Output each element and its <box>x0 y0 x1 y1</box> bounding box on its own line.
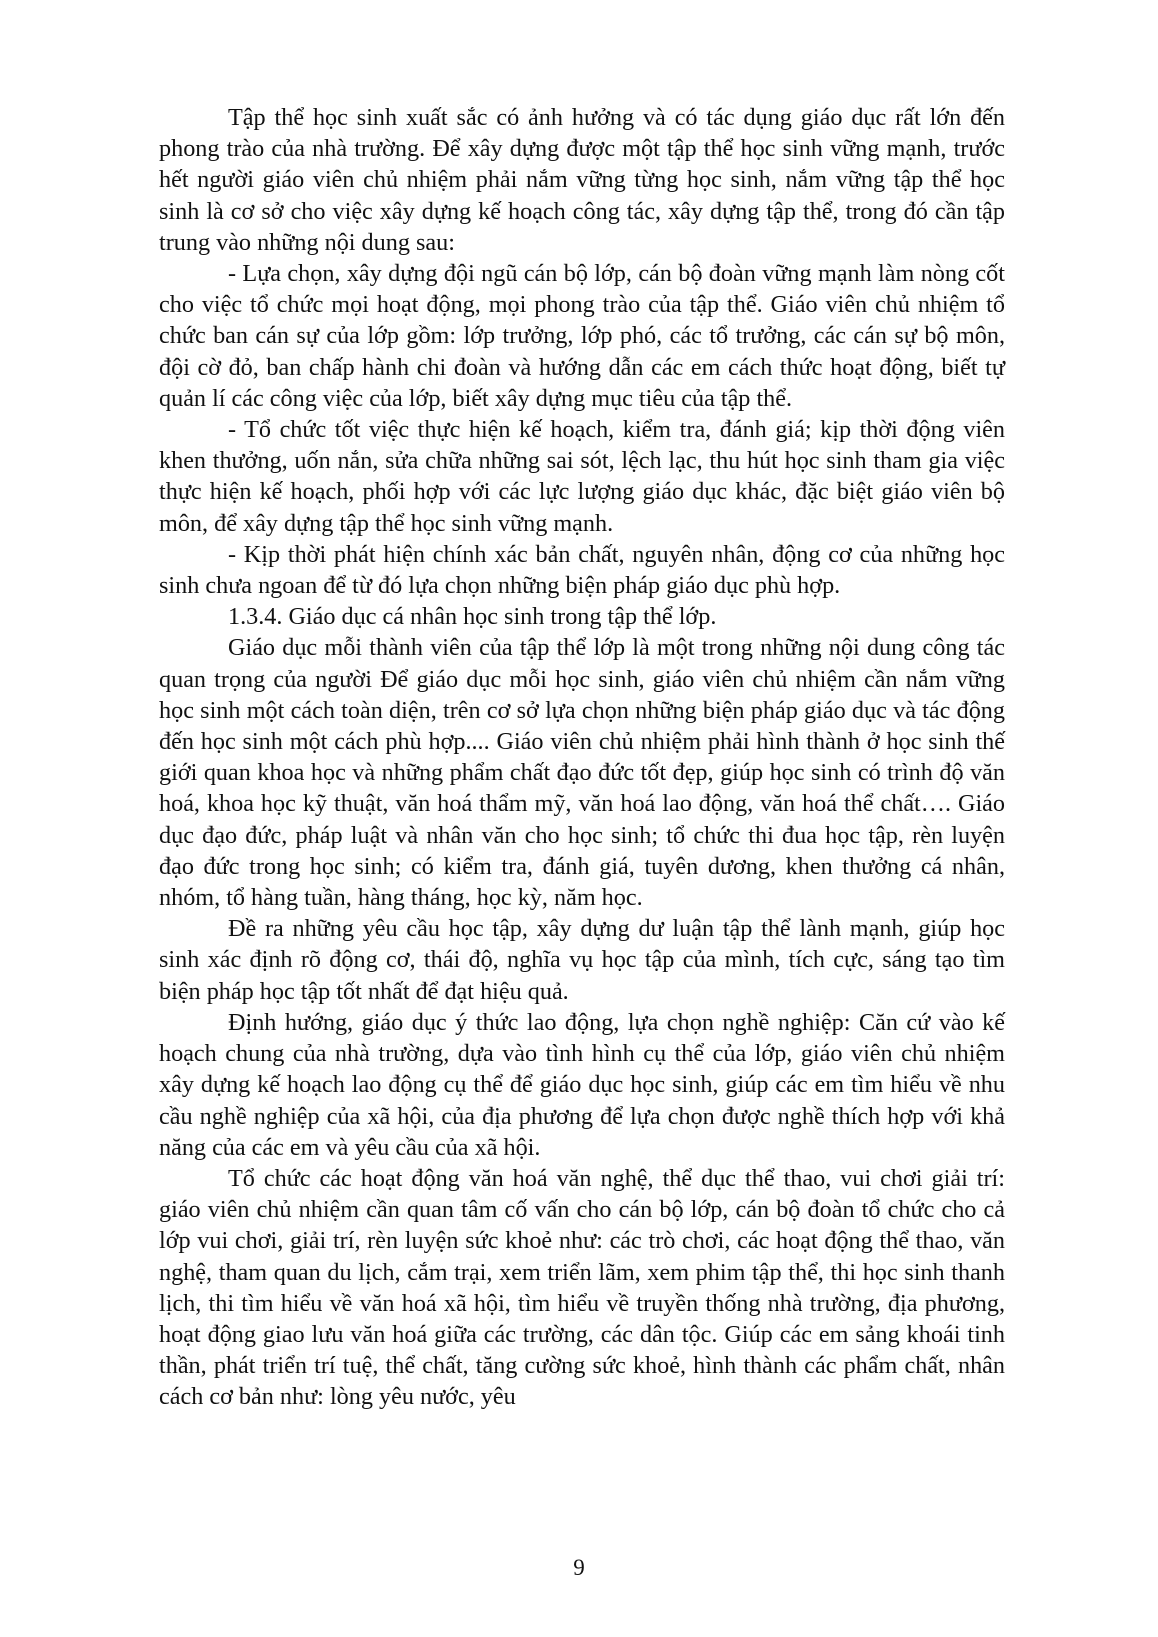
paragraph-individual-education: Giáo dục mỗi thành viên của tập thể lớp là một trong những nội dung công tác quan trọng của người Để giáo dục mỗi học sinh, giáo viên chủ nhiệm cần nắm vững học sinh một cách toàn diện, trên cơ sở lựa chọn những biện pháp giáo dục và tác động đến học sinh một cách phù hợp.... Giáo viên chủ nhiệm phải hình thành ở học sinh thế giới quan khoa học và những phẩm chất đạo đức tốt đẹp, giúp học sinh có trình độ văn hoá, khoa học kỹ thuật, văn hoá thẩm mỹ, văn hoá lao động, văn hoá thể chất…. Giáo dục đạo đức, pháp luật và nhân văn cho học sinh; tổ chức thi đua học tập, rèn luyện đạo đức trong học sinh; có kiểm tra, đánh giá, tuyên dương, khen thưởng cá nhân, nhóm, tổ hàng tuần, hàng tháng, học kỳ, năm học. <box>159 634 1005 912</box>
paragraph-detect-causes: - Kịp thời phát hiện chính xác bản chất, nguyên nhân, động cơ của những học sinh chưa ngoan để từ đó lựa chọn những biện pháp giáo dục phù hợp. <box>159 540 1005 600</box>
paragraph-career-orientation: Định hướng, giáo dục ý thức lao động, lựa chọn nghề nghiệp: Căn cứ vào kế hoạch chung của nhà trường, dựa vào tình hình cụ thể của lớp, giáo viên chủ nhiệm xây dựng kế hoạch lao động cụ thể để giáo dục học sinh, giúp các em tìm hiểu về nhu cầu nghề nghiệp của xã hội, của địa phương để lựa chọn được nghề thích hợp với khả năng của các em và yêu cầu của xã hội. <box>159 1008 1005 1161</box>
section-heading-1-3-4: 1.3.4. Giáo dục cá nhân học sinh trong tập thể lớp. <box>228 603 717 631</box>
page-number: 9 <box>573 1555 585 1580</box>
paragraph-cultural-activities: Tổ chức các hoạt động văn hoá văn nghệ, thể dục thể thao, vui chơi giải trí: giáo viên chủ nhiệm cần quan tâm cố vấn cho cán bộ lớp, cán bộ đoàn tổ chức cho cả lớp vui chơi, giải trí, rèn luyện sức khoẻ như: các trò chơi, các hoạt động thể thao, văn nghệ, tham quan du lịch, cắm trại, xem triển lãm, xem phim tập thể, thi học sinh thanh lịch, thi tìm hiểu về văn hoá xã hội, tìm hiểu về truyền thống nhà trường, địa phương, hoạt động giao lưu văn hoá giữa các trường, các dân tộc. Giúp các em sảng khoái tinh thần, phát triển trí tuệ, thể chất, tăng cường sức khoẻ, hình thành các phẩm chất, nhân cách cơ bản như: lòng yêu nước, yêu <box>159 1164 1005 1411</box>
document-body <box>159 102 1005 1413</box>
paragraph-collective-intro: Tập thể học sinh xuất sắc có ảnh hưởng và có tác dụng giáo dục rất lớn đến phong trào của nhà trường. Để xây dựng được một tập thể học sinh vững mạnh, trước hết người giáo viên chủ nhiệm phải nắm vững từng học sinh, nắm vững tập thể học sinh là cơ sở cho việc xây dựng kế hoạch công tác, xây dựng tập thể, trong đó cần tập trung vào những nội dung sau: <box>159 104 1005 256</box>
paragraph-plan-execution: - Tổ chức tốt việc thực hiện kế hoạch, kiểm tra, đánh giá; kịp thời động viên khen thưởng, uốn nắn, sửa chữa những sai sót, lệch lạc, thu hút học sinh tham gia việc thực hiện kế hoạch, phối hợp với các lực lượng giáo dục khác, đặc biệt giáo viên bộ môn, để xây dựng tập thể học sinh vững mạnh. <box>159 416 1005 537</box>
paragraph-class-leaders: - Lựa chọn, xây dựng đội ngũ cán bộ lớp, cán bộ đoàn vững mạnh làm nòng cốt cho việc tổ chức mọi hoạt động, mọi phong trào của tập thể. Giáo viên chủ nhiệm tổ chức ban cán sự của lớp gồm: lớp trưởng, lớp phó, các tổ trưởng, các cán sự bộ môn, đội cờ đỏ, ban chấp hành chi đoàn và hướng dẫn các em cách thức hoạt động, biết tự quản lí các công việc của lớp, biết xây dựng mục tiêu của tập thể. <box>159 260 1005 412</box>
paragraph-study-requirements: Đề ra những yêu cầu học tập, xây dựng dư luận tập thể lành mạnh, giúp học sinh xác định rõ động cơ, thái độ, nghĩa vụ học tập của mình, tích cực, sáng tạo tìm biện pháp học tập tốt nhất để đạt hiệu quả. <box>159 915 1005 1005</box>
